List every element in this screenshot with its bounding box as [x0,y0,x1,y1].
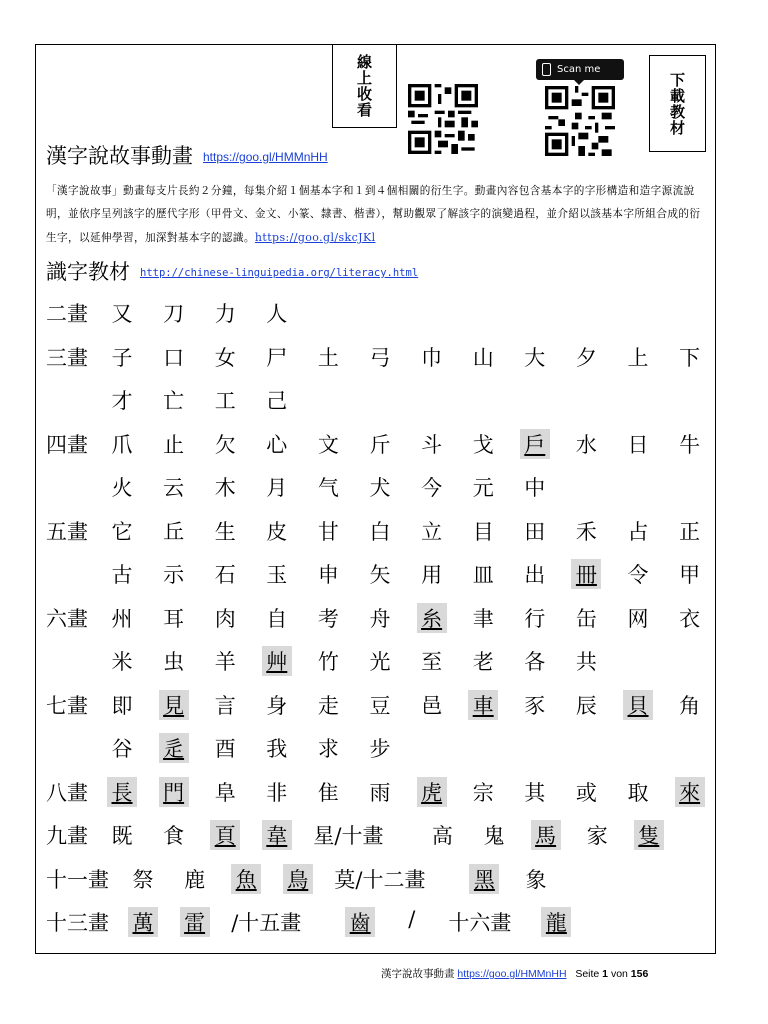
character: 网 [627,606,649,631]
character: 豕 [524,693,546,718]
character: 各 [524,650,546,674]
character-highlighted: 見 [159,690,189,720]
character: 目 [472,519,494,544]
character-row [46,690,706,730]
character: 今 [421,476,443,500]
character: 其 [524,780,546,805]
character: 生 [214,519,236,544]
character: 亡 [163,389,185,413]
character: 老 [472,650,494,674]
character-row [46,646,706,686]
character-highlighted: 來 [675,777,705,807]
character: 米 [111,650,133,674]
character: 山 [472,345,494,370]
character-highlighted: 頁 [210,820,240,850]
character: 求 [317,737,339,761]
character-row [46,559,706,599]
character: 食 [163,824,185,848]
character: 皮 [266,519,288,544]
character: 耳 [163,606,185,631]
character: 爪 [111,432,133,457]
character: 占 [627,519,649,544]
character: 州 [111,606,133,631]
character: 刀 [163,302,185,326]
character: 大 [524,345,546,370]
character: 自 [266,606,288,631]
character: 非 [266,780,288,805]
character-row [46,777,706,817]
character: 鹿 [184,867,206,892]
character-highlighted: 鳥 [283,864,313,894]
character: 十六畫 [448,911,512,935]
character: 走 [317,693,339,718]
character: 步 [369,737,391,761]
character: 身 [266,693,288,718]
character: 竹 [317,650,339,674]
character: 口 [163,345,185,370]
character: 气 [317,476,339,500]
character: 祭 [132,867,154,892]
character-row [46,298,706,338]
character: 火 [111,476,133,500]
qr-code-download-icon[interactable] [545,86,615,156]
character-row [46,516,706,556]
character: 我 [266,737,288,761]
character: 用 [421,563,443,587]
character: 石 [214,563,236,587]
character: 犬 [369,476,391,500]
character: 角 [679,693,701,718]
character-highlighted: 貝 [623,690,653,720]
character: 文 [317,432,339,457]
character: 工 [214,389,236,413]
character-highlighted: 糸 [417,603,447,633]
character-highlighted: 韋 [262,820,292,850]
description-link[interactable]: https://goo.gl/skcJKl [254,231,376,244]
character: 甘 [317,519,339,544]
character: 言 [214,693,236,718]
character-highlighted: 辵 [159,733,189,763]
character: 酉 [214,737,236,761]
character: 牛 [679,432,701,457]
character: 才 [111,389,133,413]
character-row [46,472,706,512]
character: 夕 [575,345,597,370]
character: 上 [627,345,649,370]
character-row [46,733,706,773]
character-row [46,385,706,425]
character-highlighted: 黑 [469,864,499,894]
literacy-heading: 識字教材 http://chinese-linguipedia.org/literacy.html [46,260,419,284]
character: 玉 [266,563,288,587]
character-highlighted: 齒 [345,907,375,937]
character: 雨 [369,780,391,805]
character: 己 [266,389,288,413]
character-highlighted: 馬 [531,820,561,850]
character: 申 [317,563,339,587]
character-row [46,429,706,469]
stroke-count-label: 六畫 [46,606,88,631]
character: 戈 [472,432,494,457]
character: 白 [369,519,391,544]
character: 即 [111,693,133,718]
character-highlighted: 長 [107,777,137,807]
character: 丘 [163,519,185,544]
character: 子 [111,345,133,370]
character: 正 [679,519,701,544]
character: 高 [431,824,453,848]
character-highlighted: 車 [468,690,498,720]
title-link[interactable]: https://goo.gl/HMMnHH [203,150,328,164]
character-highlighted: 雷 [180,907,210,937]
character-highlighted: 龍 [541,907,571,937]
character: 象 [525,867,547,892]
character: 水 [575,432,597,457]
stroke-count-label: 三畫 [46,345,88,370]
character: 中 [524,476,546,500]
character: 力 [214,302,236,326]
character: 共 [575,650,597,674]
character: 缶 [575,606,597,631]
stroke-count-label: 二畫 [46,302,88,326]
character-highlighted: 萬 [128,907,158,937]
character: 辰 [575,693,597,718]
character: 星/十畫 [313,824,384,848]
character: 巾 [421,345,443,370]
stroke-count-label: 八畫 [46,780,88,805]
character: 下 [679,345,701,370]
footer-link[interactable]: https://goo.gl/HMMnHH [457,968,567,980]
character-highlighted: 隻 [634,820,664,850]
character-row [46,820,706,860]
character: 羊 [214,650,236,674]
character: 行 [524,606,546,631]
character: 肉 [214,606,236,631]
character: 莫/十二畫 [334,867,426,892]
character: 欠 [214,432,236,457]
character: 尸 [266,345,288,370]
character-row [46,342,706,382]
character: 聿 [472,606,494,631]
character: 邑 [421,693,443,718]
character: 土 [317,345,339,370]
character: 它 [111,519,133,544]
character: 家 [586,824,608,848]
stroke-count-label: 九畫 [46,824,88,848]
scan-me-badge: Scan me [536,59,624,80]
page-footer: 漢字說故事動畫 https://goo.gl/HMMnHH Seite 1 von 156 [381,968,649,980]
character: 至 [421,650,443,674]
character: 鬼 [483,824,505,848]
character: /十五畫 [231,911,302,935]
online-watch-label: 線 上 收 看 [332,44,397,128]
character: 止 [163,432,185,457]
phone-icon [542,63,551,76]
literacy-link[interactable]: http://chinese-linguipedia.org/literacy.html [140,267,419,279]
character: 女 [214,345,236,370]
character: 阜 [214,780,236,805]
character: 古 [111,563,133,587]
character-highlighted: 艸 [262,646,292,676]
character-highlighted: 魚 [231,864,261,894]
character: 木 [214,476,236,500]
character: 衣 [679,606,701,631]
character: 皿 [472,563,494,587]
character-highlighted: 冊 [571,559,601,589]
character: 弓 [369,345,391,370]
character: 人 [266,302,288,326]
character: 令 [627,563,649,587]
stroke-count-label: 五畫 [46,519,88,544]
character: 斤 [369,432,391,457]
character-row [46,864,706,904]
character: 出 [524,563,546,587]
page-title: 漢字說故事動畫 https://goo.gl/HMMnHH [46,144,328,168]
character: 示 [163,563,185,587]
character: 元 [472,476,494,500]
character: 又 [111,302,133,326]
character: 隹 [317,780,339,805]
stroke-count-label: 七畫 [46,693,88,718]
stroke-count-label: 四畫 [46,432,88,457]
character: 取 [627,780,649,805]
character: 豆 [369,693,391,718]
character: 虫 [163,650,185,674]
character: 月 [266,476,288,500]
character: 斗 [421,432,443,457]
character: 考 [317,606,339,631]
character: 舟 [369,606,391,631]
character-highlighted: 戶 [520,429,550,459]
character: 谷 [111,737,133,761]
character-highlighted: 門 [159,777,189,807]
character: 宗 [472,780,494,805]
character: / [408,907,416,931]
stroke-count-label: 十一畫 [46,867,109,892]
character-highlighted: 虎 [417,777,447,807]
character-row [46,907,706,947]
character: 日 [627,432,649,457]
character-row [46,603,706,643]
character: 田 [524,519,546,544]
qr-code-online-icon[interactable] [408,84,478,154]
character: 光 [369,650,391,674]
character: 甲 [679,563,701,587]
character: 立 [421,519,443,544]
stroke-count-label: 十三畫 [46,911,109,935]
description-paragraph: 「漢字說故事」動畫每支片長約２分鐘，每集介紹１個基本字和１到４個相關的衍生字。動畫內容包含基本字的字形構造和造字源流說明，並依序呈列該字的歷代字形（甲骨文、金文、小篆、隸書、楷書），幫助觀眾了解該字的演變過程，並介紹以該基本字所組合成的衍生字，以延伸學習，加深對基本字的認識。https://goo.gl/skcJKl [46,185,701,244]
character: 禾 [575,519,597,544]
character: 或 [575,780,597,805]
character: 矢 [369,563,391,587]
character: 心 [266,432,288,457]
character: 云 [163,476,185,500]
download-materials-label: 下 載 教 材 [649,55,706,152]
character: 既 [111,824,133,848]
